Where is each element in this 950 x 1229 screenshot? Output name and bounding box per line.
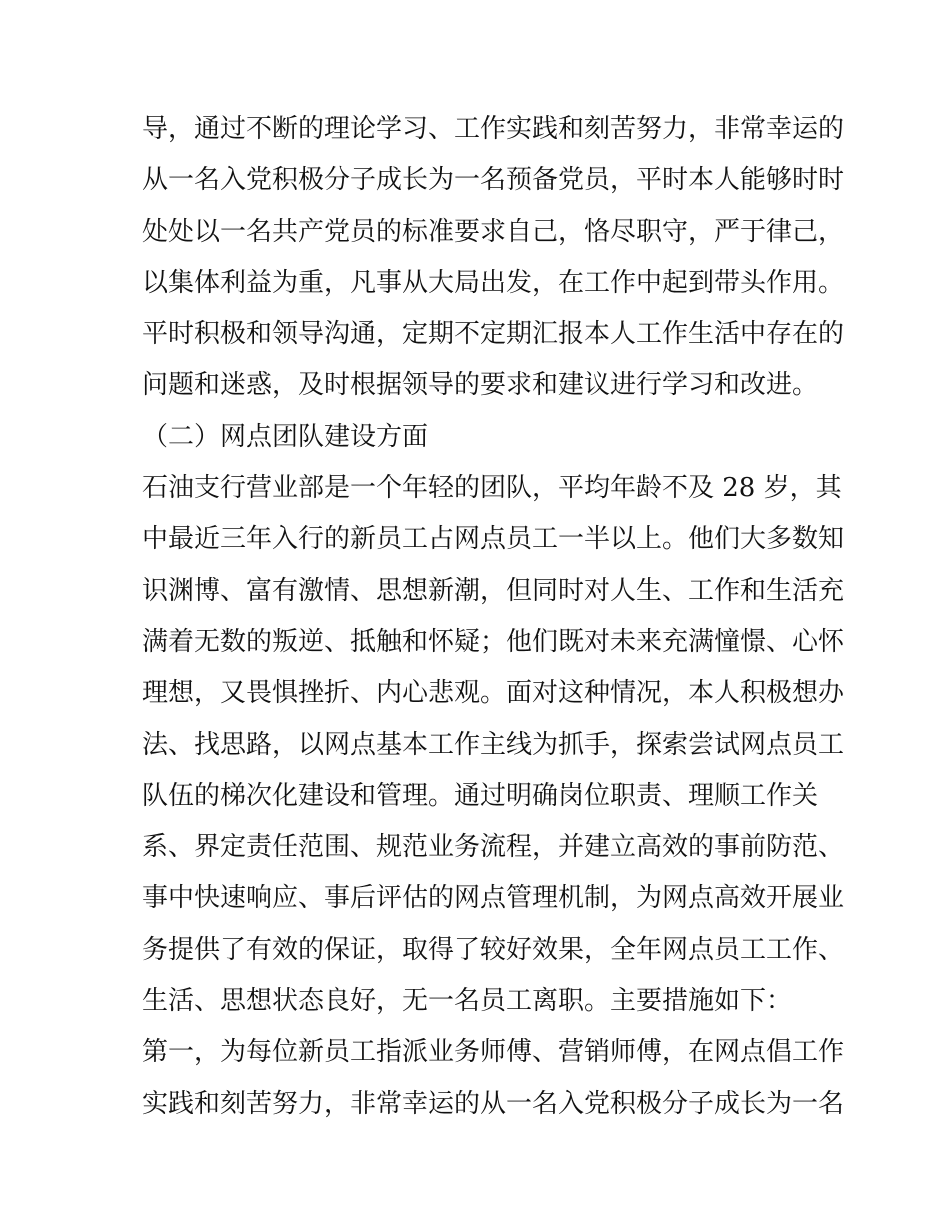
text-line: 法、找思路，以网点基本工作主线为抓手，探索尝试网点员工 [142,729,845,760]
text-line: 处处以一名共产党员的标准要求自己，恪尽职守，严于律己， [142,216,845,247]
text-line: 平时积极和领导沟通，定期不定期汇报本人工作生活中存在的 [142,319,845,350]
section-heading: （二）网点团队建设方面 [142,421,429,452]
text-line: 理想，又畏惧挫折、内心悲观。面对这种情况，本人积极想办 [142,678,845,709]
text-line: 从一名入党积极分子成长为一名预备党员，平时本人能够时时 [142,165,845,196]
text-line: 务提供了有效的保证，取得了较好效果，全年网点员工工作、 [142,934,845,965]
text-line: 系、界定责任范围、规范业务流程，并建立高效的事前防范、 [142,832,845,863]
text-line: 导，通过不断的理论学习、工作实践和刻苦努力，非常幸运的 [142,114,845,144]
body-text [142,104,845,1130]
text-line: 实践和刻苦努力，非常幸运的从一名入党积极分子成长为一名 [142,1088,845,1119]
text-line: 满着无数的叛逆、抵触和怀疑；他们既对未来充满憧憬、心怀 [142,626,845,657]
text-line: 队伍的梯次化建设和管理。通过明确岗位职责、理顺工作关 [142,780,819,811]
text-line: 第一，为每位新员工指派业务师傅、营销师傅，在网点倡工作 [142,1037,845,1068]
text-line: 问题和迷惑，及时根据领导的要求和建议进行学习和改进。 [142,370,819,401]
text-line: 中最近三年入行的新员工占网点员工一半以上。他们大多数知 [142,524,845,555]
text-line: 生活、思想状态良好，无一名员工离职。主要措施如下： [142,986,793,1017]
text-line: 以集体利益为重，凡事从大局出发，在工作中起到带头作用。 [142,267,845,298]
text-line: 识渊博、富有激情、思想新潮，但同时对人生、工作和生活充 [142,575,845,606]
text-line: 事中快速响应、事后评估的网点管理机制，为网点高效开展业 [142,883,845,914]
text-line: 石油支行营业部是一个年轻的团队，平均年龄不及 28 岁，其 [142,473,842,504]
